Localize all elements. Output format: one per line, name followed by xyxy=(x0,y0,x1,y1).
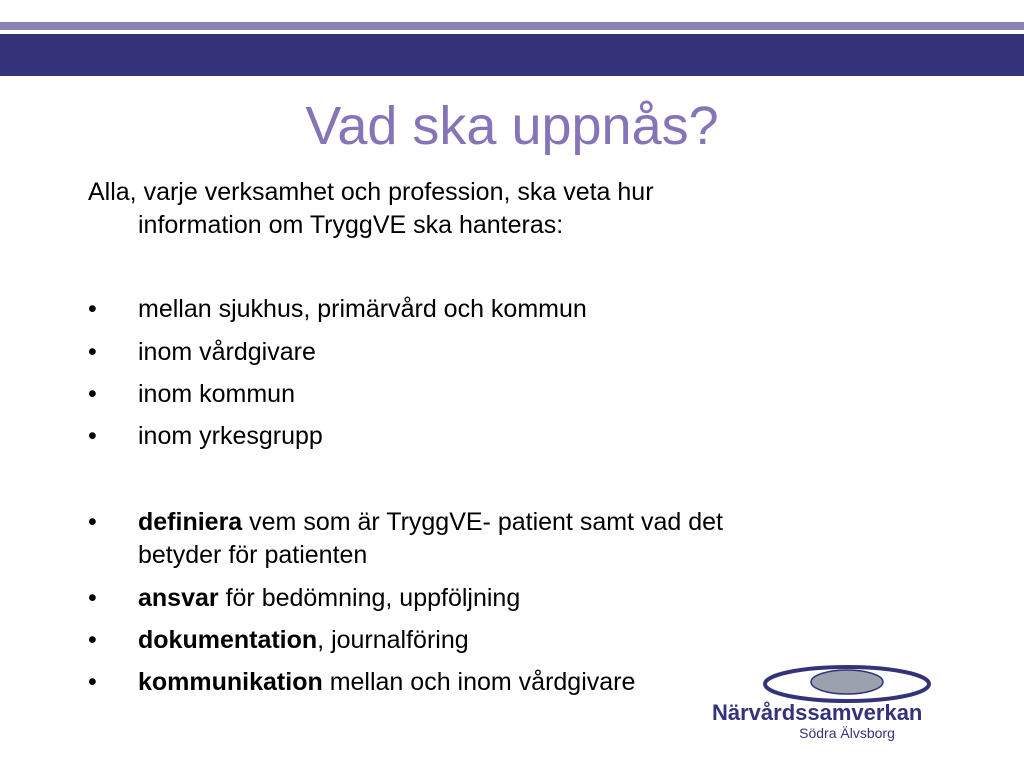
list-item-rest: mellan och inom vårdgivare xyxy=(322,668,636,696)
list-item-text xyxy=(138,506,898,572)
list-item-keyword: kommunikation xyxy=(138,668,323,696)
header-band-dark xyxy=(0,34,1024,76)
slide-title: Vad ska uppnås? xyxy=(305,96,719,156)
list-item-keyword: dokumentation xyxy=(138,626,318,654)
list-item-rest: vem som är TryggVE- patient samt vad det xyxy=(242,508,723,536)
list-item-rest: , journalföring xyxy=(317,626,469,654)
list-item-text xyxy=(138,582,898,615)
intro-line-1: Alla, varje verksamhet och profession, ska veta hur xyxy=(88,178,654,206)
bullet-icon: • xyxy=(88,508,97,536)
bullet-icon: • xyxy=(88,626,97,654)
bullet-icon: • xyxy=(88,338,97,366)
list-item-text: inom kommun xyxy=(138,380,295,408)
intro-line-2: information om TryggVE ska hanteras: xyxy=(138,211,564,239)
intro-paragraph xyxy=(88,176,868,242)
bullet-icon: • xyxy=(88,584,97,612)
list-item-keyword: definiera xyxy=(138,508,243,536)
logo-oval-icon xyxy=(811,670,883,694)
list-item-rest-line2: betyder för patienten xyxy=(138,541,368,569)
bullet-icon: • xyxy=(88,668,97,696)
bullet-icon: • xyxy=(88,380,97,408)
list-item-text xyxy=(138,624,898,657)
list-item-text: inom yrkesgrupp xyxy=(138,422,323,450)
bullet-icon: • xyxy=(88,295,97,323)
header-band-light xyxy=(0,22,1024,30)
list-item-keyword: ansvar xyxy=(138,584,219,612)
bullet-icon: • xyxy=(88,422,97,450)
list-item-text: mellan sjukhus, primärvård och kommun xyxy=(138,295,587,323)
list-item-text: inom vårdgivare xyxy=(138,338,316,366)
logo-subtitle: Södra Älvsborg xyxy=(799,725,895,741)
list-item-rest: för bedömning, uppföljning xyxy=(218,584,521,612)
logo-name: Närvårdssamverkan xyxy=(712,700,923,725)
